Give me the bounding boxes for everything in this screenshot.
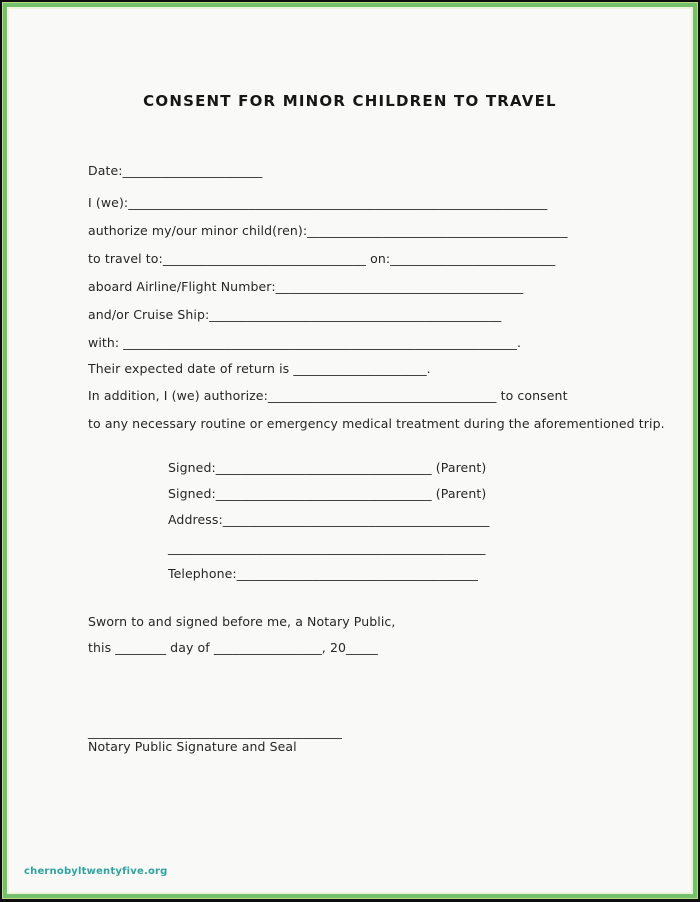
- form-line-medical-continuation: to any necessary routine or emergency medical treatment during the aforementioned trip.: [88, 416, 665, 431]
- form-line-medical-authorization: In addition, I (we) authorize:____________________________________ to consent: [88, 388, 568, 403]
- form-line-parents: I (we):__________________________________________________________________: [88, 195, 548, 210]
- notary-signature-label: Notary Public Signature and Seal: [88, 739, 297, 754]
- form-line-date: Date:______________________: [88, 163, 263, 178]
- form-line-signed-parent-1: Signed:__________________________________ (Parent): [168, 460, 487, 475]
- form-line-return-date: Their expected date of return is _____________________.: [88, 361, 431, 376]
- watermark-site-url: chernobyltwentyfive.org: [24, 866, 168, 877]
- green-border: [3, 3, 697, 898]
- form-line-address: Address:__________________________________________: [168, 512, 490, 527]
- consent-form-body: [88, 163, 665, 754]
- form-line-destination-and-date: to travel to:________________________________ on:__________________________: [88, 251, 556, 266]
- accent-border-line: [2, 2, 698, 899]
- form-line-notary-date: this ________ day of _________________, 20_____: [88, 640, 378, 655]
- form-line-airline-flight: aboard Airline/Flight Number:_______________________________________: [88, 279, 524, 294]
- form-line-notary-intro: Sworn to and signed before me, a Notary Public,: [88, 614, 396, 629]
- notary-signature-line: ________________________________________: [88, 724, 342, 739]
- form-line-signed-parent-2: Signed:__________________________________ (Parent): [168, 486, 487, 501]
- form-line-companion: with: ______________________________________________________________.: [88, 335, 522, 350]
- document-title: CONSENT FOR MINOR CHILDREN TO TRAVEL: [143, 92, 557, 110]
- form-line-telephone: Telephone:______________________________________: [168, 566, 478, 581]
- form-page: [9, 9, 691, 892]
- form-line-cruise-ship: and/or Cruise Ship:______________________________________________: [88, 307, 502, 322]
- form-line-address-2: __________________________________________________: [168, 540, 486, 555]
- inner-pale-border: [7, 7, 693, 894]
- form-line-children: authorize my/our minor child(ren):_________________________________________: [88, 223, 568, 238]
